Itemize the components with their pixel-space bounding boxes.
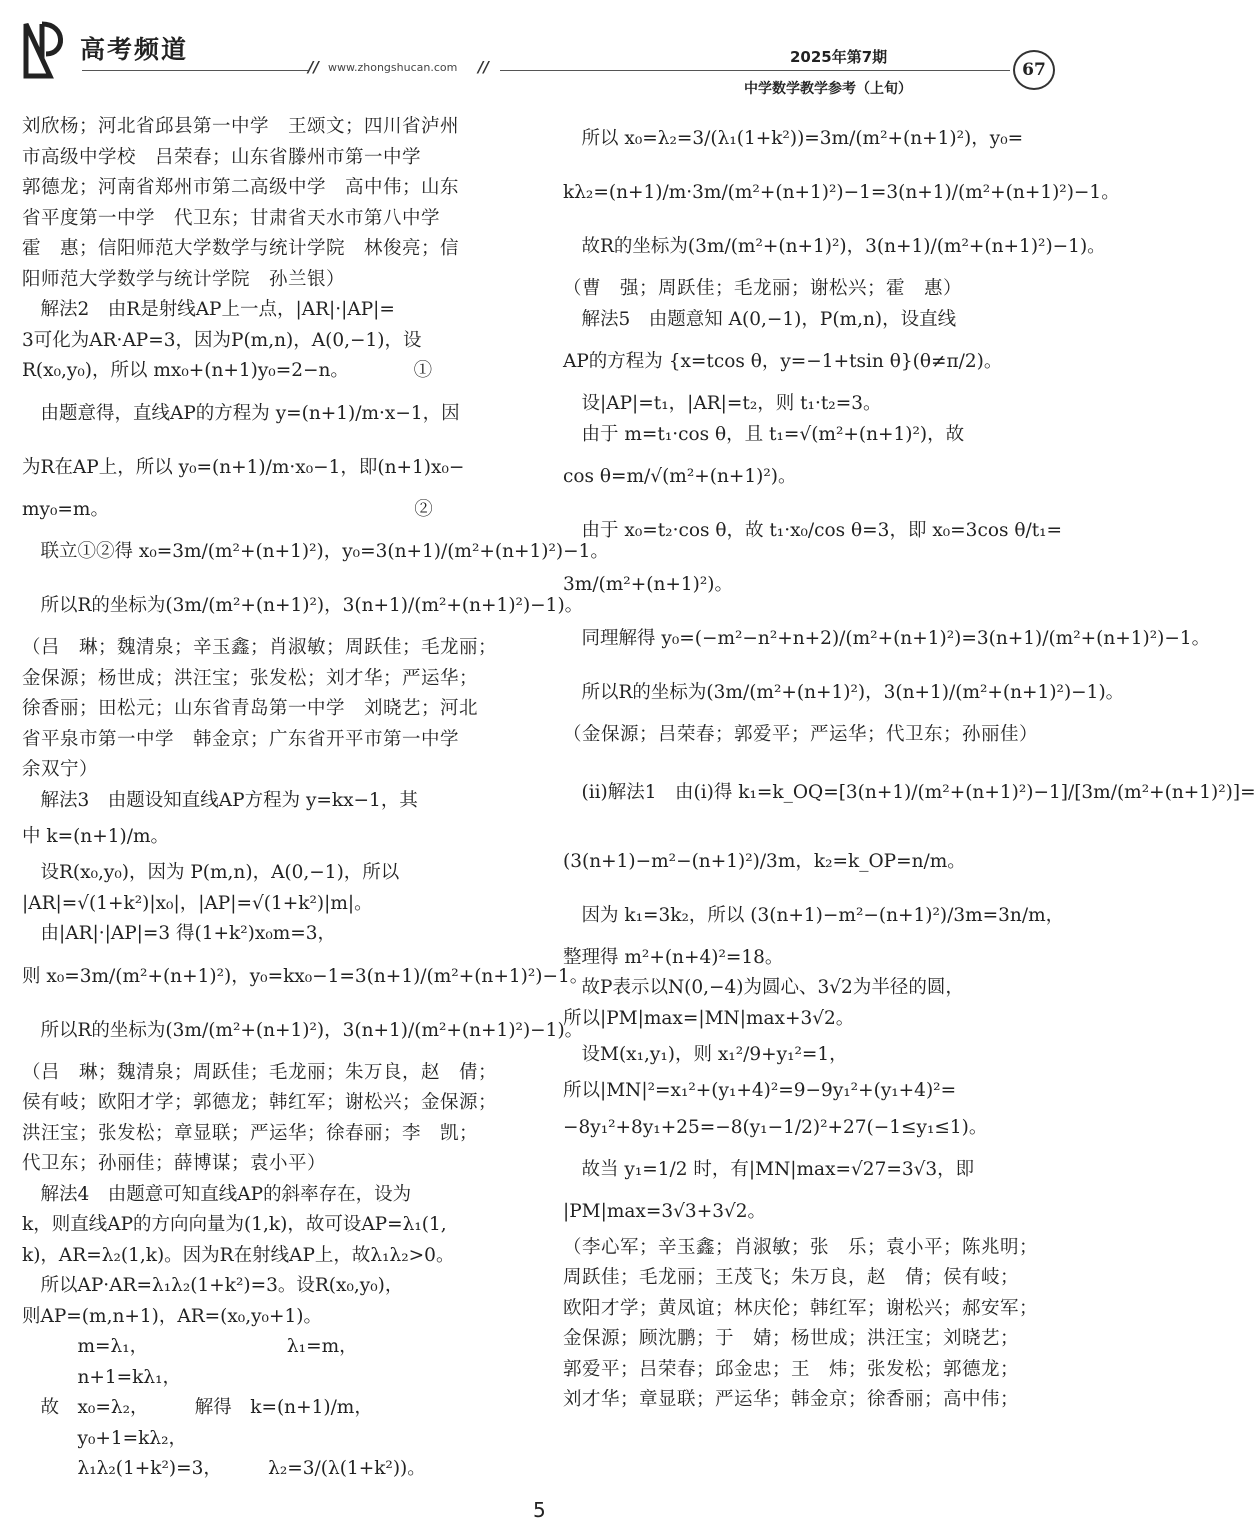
text-line: |AR|=√(1+k²)|x₀|，|AP|=√(1+k²)|m|。 xyxy=(22,892,373,914)
right-column xyxy=(563,112,1256,1416)
text-line: kλ₂=(n+1)/m·3m/(m²+(n+1)²)−1=3(n+1)/(m²+(n+1)²)−1。 xyxy=(563,182,1120,203)
text-line: 徐香丽；田松元；山东省青岛第一中学 刘晓艺；河北 xyxy=(22,698,479,719)
text-line: 郭爱平；吕荣春；邱金忠；王 炜；张发松；郭德龙； xyxy=(563,1358,1020,1380)
text-line: 所以|PM|max=|MN|max+3√2。 xyxy=(563,1007,855,1029)
text-line: AP的方程为 {x=tcos θ，y=−1+tsin θ}(θ≠π/2)。 xyxy=(563,351,1003,372)
text-line: 郭德龙；河南省郑州市第二高级中学 高中伟；山东 xyxy=(22,177,460,198)
text-line: 解法3 由题设知直线AP方程为 y=kx−1，其 xyxy=(22,789,418,811)
text-line: 阳师范大学数学与统计学院 孙兰银） xyxy=(22,268,346,290)
issue-label: 2025年第7期 xyxy=(790,48,888,66)
text-line: 由于 m=t₁·cos θ，且 t₁=√(m²+(n+1)²)，故 xyxy=(563,423,965,445)
text-line: 故当 y₁=1/2 时，有|MN|max=√27=3√3，即 xyxy=(563,1158,975,1180)
text-line: 3m/(m²+(n+1)²)。 xyxy=(563,574,733,595)
text-line: 欧阳才学；黄凤谊；林庆伦；韩红军；谢松兴；郝安军； xyxy=(563,1297,1039,1319)
text-line: 则AP=(m,n+1)，AR=(x₀,y₀+1)。 xyxy=(22,1305,322,1327)
text-line: 中 k=(n+1)/m。 xyxy=(22,826,169,847)
text-line: 所以R的坐标为(3m/(m²+(n+1)²)，3(n+1)/(m²+(n+1)²)−1)。 xyxy=(563,682,1125,703)
text-line: 同理解得 y₀=(−m²−n²+n+2)/(m²+(n+1)²)=3(n+1)/(m²+(n+1)²)−1。 xyxy=(563,628,1211,649)
text-line: 设M(x₁,y₁)，则 x₁²/9+y₁²=1， xyxy=(563,1044,848,1065)
text-line: （李心军；辛玉鑫；肖淑敏；张 乐；袁小平；陈兆明； xyxy=(563,1236,1039,1258)
text-line: cos θ=m/√(m²+(n+1)²)。 xyxy=(563,466,797,487)
text-line: 为R在AP上，所以 y₀=(n+1)/m·x₀−1，即(n+1)x₀− xyxy=(22,456,465,478)
text-line: m=λ₁， λ₁=m， xyxy=(22,1336,358,1357)
text-line: 所以|MN|²=x₁²+(y₁+4)²=9−9y₁²+(y₁+4)²= xyxy=(563,1080,957,1101)
text-line: 所以R的坐标为(3m/(m²+(n+1)²)，3(n+1)/(m²+(n+1)²)−1)。 xyxy=(22,1019,584,1041)
text-line: 联立①②得 x₀=3m/(m²+(n+1)²)，y₀=3(n+1)/(m²+(n+1)²)−1。 xyxy=(22,541,609,562)
header-rule-left xyxy=(82,70,308,71)
text-line: 由|AR|·|AP|=3 得(1+k²)x₀m=3， xyxy=(22,923,337,944)
site-url: www.zhongshucan.com xyxy=(328,61,458,74)
text-line: 余双宁） xyxy=(22,759,99,780)
journal-name: 中学数学教学参考（上旬） xyxy=(744,81,912,97)
text-line: n+1=kλ₁， xyxy=(22,1366,182,1388)
text-line: y₀+1=kλ₂， xyxy=(22,1427,187,1449)
brand-title: 高考频道 xyxy=(80,35,189,64)
text-line: 代卫东；孙丽佳；薛博谋；袁小平） xyxy=(22,1153,327,1174)
text-line: 省平泉市第一中学 韩金京；广东省开平市第一中学 xyxy=(22,728,460,750)
text-line: 3可化为AR·AP=3，因为P(m,n)，A(0,−1)，设 xyxy=(22,329,422,351)
header-rule-right xyxy=(500,70,1010,71)
text-line: 设|AP|=t₁，|AR|=t₂，则 t₁·t₂=3。 xyxy=(563,393,882,414)
text-line: 金保源；顾沈鹏；于 婧；杨世成；洪汪宝；刘晓艺； xyxy=(563,1328,1020,1349)
text-line: 省平度第一中学 代卫东；甘肃省天水市第八中学 xyxy=(22,207,441,229)
text-line: 所以AP·AR=λ₁λ₂(1+k²)=3。设R(x₀,y₀)， xyxy=(22,1275,404,1296)
text-line: 由于 x₀=t₂·cos θ，故 t₁·x₀/cos θ=3，即 x₀=3cos θ/t₁= xyxy=(563,520,1063,541)
text-line: （金保源；吕荣春；郭爱平；严运华；代卫东；孙丽佳） xyxy=(563,724,1039,745)
text-line: 设R(x₀,y₀)，因为 P(m,n)，A(0,−1)，所以 xyxy=(22,862,400,883)
text-line: (ⅱ)解法1 由(ⅰ)得 k₁=k_OQ=[3(n+1)/(m²+(n+1)²)−1]/[3m/(m²+(n+1)²)]= xyxy=(563,781,1256,803)
text-line: 周跃佳；毛龙丽；王茂飞；朱万良，赵 倩；侯有岐； xyxy=(563,1267,1020,1288)
text-line: 霍 惠；信阳师范大学数学与统计学院 林俊亮；信 xyxy=(22,238,460,259)
text-line: 故 x₀=λ₂， 解得 k=(n+1)/m， xyxy=(22,1397,373,1418)
text-line: λ₁λ₂(1+k²)=3， λ₂=3/(λ(1+k²))。 xyxy=(22,1458,426,1479)
text-line: 市高级中学校 吕荣春；山东省滕州市第一中学 xyxy=(22,146,422,168)
text-line: 洪汪宝；张发松；章显联；严运华；徐春丽；李 凯； xyxy=(22,1122,479,1144)
text-line: 故P表示以N(0,−4)为圆心、3√2为半径的圆， xyxy=(563,977,964,998)
text-line: （吕 琳；魏清泉；周跃佳；毛龙丽；朱万良，赵 倩； xyxy=(22,1061,498,1083)
slash-decoration: // xyxy=(478,58,489,76)
text-line: （曹 强；周跃佳；毛龙丽；谢松兴；霍 惠） xyxy=(563,278,963,299)
text-line: 刘才华；章显联；严运华；韩金京；徐香丽；高中伟； xyxy=(563,1389,1020,1410)
text-line: k)，AR=λ₂(1,k)。因为R在射线AP上，故λ₁λ₂>0。 xyxy=(22,1244,455,1266)
text-line: 所以R的坐标为(3m/(m²+(n+1)²)，3(n+1)/(m²+(n+1)²)−1)。 xyxy=(22,595,584,616)
text-line: 刘欣杨；河北省邱县第一中学 王颂文；四川省泸州 xyxy=(22,116,460,137)
text-line: 由题意得，直线AP的方程为 y=(n+1)/m·x−1，因 xyxy=(22,402,460,424)
text-line: 解法2 由R是射线AP上一点，|AR|·|AP|= xyxy=(22,299,395,320)
slash-decoration: // xyxy=(308,58,319,76)
page-number-badge: 67 xyxy=(1013,50,1055,90)
text-line: R(x₀,y₀)，所以 mx₀+(n+1)y₀=2−n。 ① xyxy=(22,360,433,381)
text-line: k，则直线AP的方向向量为(1,k)，故可设AP=λ₁(1, xyxy=(22,1214,447,1235)
left-column xyxy=(22,112,609,1485)
text-line: 解法5 由题意知 A(0,−1)，P(m,n)，设直线 xyxy=(563,308,957,330)
text-line: 整理得 m²+(n+4)²=18。 xyxy=(563,946,784,968)
logo-icon xyxy=(20,18,72,82)
text-line: （吕 琳；魏清泉；辛玉鑫；肖淑敏；周跃佳；毛龙丽； xyxy=(22,637,498,658)
text-line: (3(n+1)−m²−(n+1)²)/3m，k₂=k_OP=n/m。 xyxy=(563,850,966,872)
text-line: |PM|max=3√3+3√2。 xyxy=(563,1200,767,1222)
text-line: 故R的坐标为(3m/(m²+(n+1)²)，3(n+1)/(m²+(n+1)²)−1)。 xyxy=(563,236,1106,257)
page-marker: 5 xyxy=(533,1498,546,1522)
page-header xyxy=(0,0,1080,110)
text-line: 金保源；杨世成；洪汪宝；张发松；刘才华；严运华； xyxy=(22,667,479,689)
text-line: my₀=m。 ② xyxy=(22,498,433,520)
text-line: 解法4 由题意可知直线AP的斜率存在，设为 xyxy=(22,1183,412,1205)
text-line: −8y₁²+8y₁+25=−8(y₁−1/2)²+27(−1≤y₁≤1)。 xyxy=(563,1116,988,1138)
text-line: 则 x₀=3m/(m²+(n+1)²)，y₀=kx₀−1=3(n+1)/(m²+(n+1)²)−1。 xyxy=(22,965,589,987)
text-line: 所以 x₀=λ₂=3/(λ₁(1+k²))=3m/(m²+(n+1)²)，y₀= xyxy=(563,128,1024,149)
text-line: 侯有岐；欧阳才学；郭德龙；韩红军；谢松兴；金保源； xyxy=(22,1092,498,1113)
text-line: 因为 k₁=3k₂，所以 (3(n+1)−m²−(n+1)²)/3m=3n/m， xyxy=(563,904,1065,926)
